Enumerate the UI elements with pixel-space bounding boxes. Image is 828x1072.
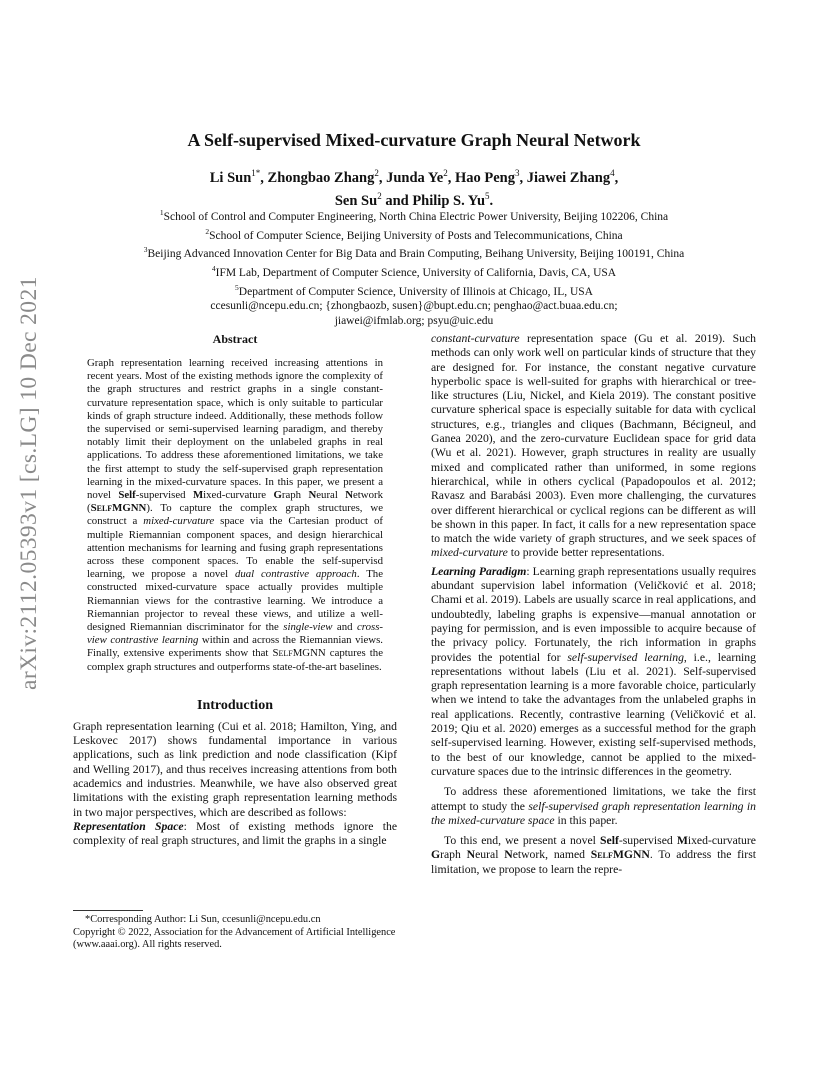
email-line: jiawei@ifmlab.org; psyu@uic.edu (334, 314, 494, 327)
author-name: Li Sun (209, 169, 252, 186)
affiliation (60, 206, 768, 225)
representation-space-paragraph-start: Representation Space: Most of existing methods ignore the complexity of real graph structures, and limit the graphs in a single (73, 819, 398, 848)
author-name: Junda Ye (386, 169, 444, 186)
author-name: Zhongbao Zhang (267, 169, 375, 186)
author-list: Li Sun$^{1*}$, Zhongbao Zhang$^2$, Junda Ye$^2$, Hao Peng$^3$, Jiawei Zhang$^4$, Sen Su$^2$ and Philip S. Yu$^5$. (209, 168, 619, 209)
affiliation-mark: 5 (235, 282, 239, 292)
section-heading-introduction: Introduction (197, 697, 273, 713)
representation-space-paragraph-cont: constant-curvature representation space (Gu et al. 2019). Such methods can only work well on particular kinds of structure that they are designed for. For instance, the constant negative curvature hyperbolic space is well-suited for graphs with hierarchical or tree-like structures (Liu, Nickel, and Kiela 2019). The constant positive curvature spherical space is especially suitable for data with cyclical structures, e.g., triangles and cliques (Bachmann, Bécigneul, and Ganea 2020), and the zero-curvature Euclidean space for grid data (Wu et al. 2021). However, graph structures in reality are usually mixed and complicated rather than uniformed, in some regions hierarchical, while in others cyclical (Papadopoulos et al. 2012; Ravasz and Barabási 2003). Even more challenging, the curvatures over different hierarchical or cyclical regions can be different as will be shown in this paper. In fact, it calls for a new representation space to match the wide variety of graph structures, and we seek spaces of mixed-curvature to provide better representations. (431, 332, 756, 560)
affiliation (60, 262, 768, 281)
footnote-copyright: Copyright © 2022, Association for the Advancement of Artificial Intelligence (www.aaai.org). All rights reserved. (73, 926, 396, 951)
intro-paragraph: Graph representation learning (Cui et al. 2018; Hamilton, Ying, and Leskovec 2017) shows fundamental importance in various applications, such as link prediction and node classification (Kipf and Welling 2017), and thus receives increasing attentions from both academics and industries. Meanwhile, we have also observed great limitations with the existing graph representation learning methods in two major perspectives, which are described as follows: (73, 719, 397, 819)
affiliation-text: School of Computer Science, Beijing University of Posts and Telecommunications, China (209, 229, 623, 242)
arxiv-identifier: arXiv:2112.05393v1 [cs.LG] 10 Dec 2021 (16, 276, 42, 690)
author-mark: 3 (514, 168, 520, 178)
footnote-rule (73, 910, 143, 911)
abstract-text: Graph representation learning received increasing attentions in recent years. Most of the existing methods ignore the complexity of the graph structures and restrict graphs in a single constant-curvature representation space, which is only suitable to particular kinds of graph structure indeed. Additionally, these methods follow the supervised or semi-supervised learning paradigm, and thereby notably limit their deployment on the unlabeled graphs in real applications. To address these aforementioned limitations, we take the first attempt to study the self-supervised graph representation learning in the mixed-curvature spaces. In this paper, we present a novel Self-supervised Mixed-curvature Graph Neural Network (SelfMGNN). To capture the complex graph structures, we construct a mixed-curvature space via the Cartesian product of multiple Riemannian component spaces, and design hierarchical attention mechanisms for learning and fusing graph representations across these component spaces. To enable the self-supervisd learning, we propose a novel dual contrastive approach. The constructed mixed-curvature space actually provides multiple Riemannian views for the contrastive learning. We introduce a Riemannian projector to reveal these views, and utilize a well-designed Riemannian discriminator for the single-view and cross-view contrastive learning within and across the Riemannian views. Finally, extensive experiments show that SelfMGNN captures the complex graph structures and outperforms state-of-the-art baselines. (87, 357, 383, 673)
author-name: Hao Peng (454, 169, 515, 186)
footnote-corresponding-author: *Corresponding Author: Li Sun, ccesunli@ncepu.edu.cn (85, 914, 321, 925)
author-mark: 5 (485, 190, 490, 201)
to-this-end-paragraph: To this end, we present a novel Self-supervised Mixed-curvature Graph Neural Network, named SelfMGNN. To address the first limitation, we propose to learn the repre- (431, 834, 756, 876)
author-name: Jiawei Zhang (526, 169, 611, 186)
author-mark: 4 (610, 168, 615, 178)
author-name: Philip S. Yu (412, 192, 486, 209)
learning-paradigm-paragraph: Learning Paradigm: Learning graph representations usually requires abundant supervision label information (Veličković et al. 2018; Chami et al. 2019). Labels are usually scarce in real applications, and undoubtedly, labeling graphs is expensive—manual annotation or paying for permission, and is even impossible to acquire because of the privacy policy. Fortunately, the rich information in graphs provides the potential for self-supervised learning, i.e., learning representations without labels (Liu et al. 2021). Self-supervised graph representation learning is a more favorable choice, particularly when we intend to take the advantages from the unlabeled graphs in real applications. Recently, contrastive learning (Veličković et al. 2019; Qiu et al. 2020) emerges as a successful method for the graph self-supervised learning. However, existing self-supervised methods, to the best of our knowledge, cannot be applied to the mixed-curvature spaces due to the intrinsic differences in the geometry. (431, 564, 756, 778)
email-line: ccesunli@ncepu.edu.cn; {zhongbaozb, susen}@bupt.edu.cn; penghao@act.buaa.edu.cn; (210, 300, 618, 313)
affiliation (60, 281, 768, 300)
author-mark: 1* (251, 168, 261, 178)
paper-title: A Self-supervised Mixed-curvature Graph Neural Network (187, 130, 641, 150)
right-column (431, 332, 756, 877)
affiliation-mark: 3 (143, 245, 148, 255)
affiliation (60, 225, 768, 244)
affiliation-text: School of Control and Computer Engineering, North China Electric Power University, Beijing 102206, China (163, 210, 669, 223)
author-mark: 2 (443, 168, 448, 178)
left-column (73, 332, 397, 849)
author-mark: 2 (374, 168, 379, 178)
address-paragraph: To address these aforementioned limitations, we take the first attempt to study the self-supervised graph representation learning in the mixed-curvature space in this paper. (431, 785, 756, 827)
author-name: Sen Su (334, 192, 378, 209)
affiliation-text: Beijing Advanced Innovation Center for Big Data and Brain Computing, Beihang University, Beijing 100191, China (147, 248, 685, 261)
affiliation-mark: 1 (159, 208, 164, 217)
footnote (73, 914, 397, 952)
affiliation-text: Department of Computer Science, University of Illinois at Chicago, IL, USA (238, 285, 593, 298)
affiliation-text: IFM Lab, Department of Computer Science, University of California, Davis, CA, USA (215, 266, 617, 279)
author-mark: 2 (377, 190, 382, 201)
affiliation-mark: 4 (211, 263, 216, 273)
affiliation-block (60, 206, 768, 329)
affiliation (60, 243, 768, 262)
affiliation-mark: 2 (205, 226, 210, 236)
abstract-heading: Abstract (212, 332, 258, 346)
